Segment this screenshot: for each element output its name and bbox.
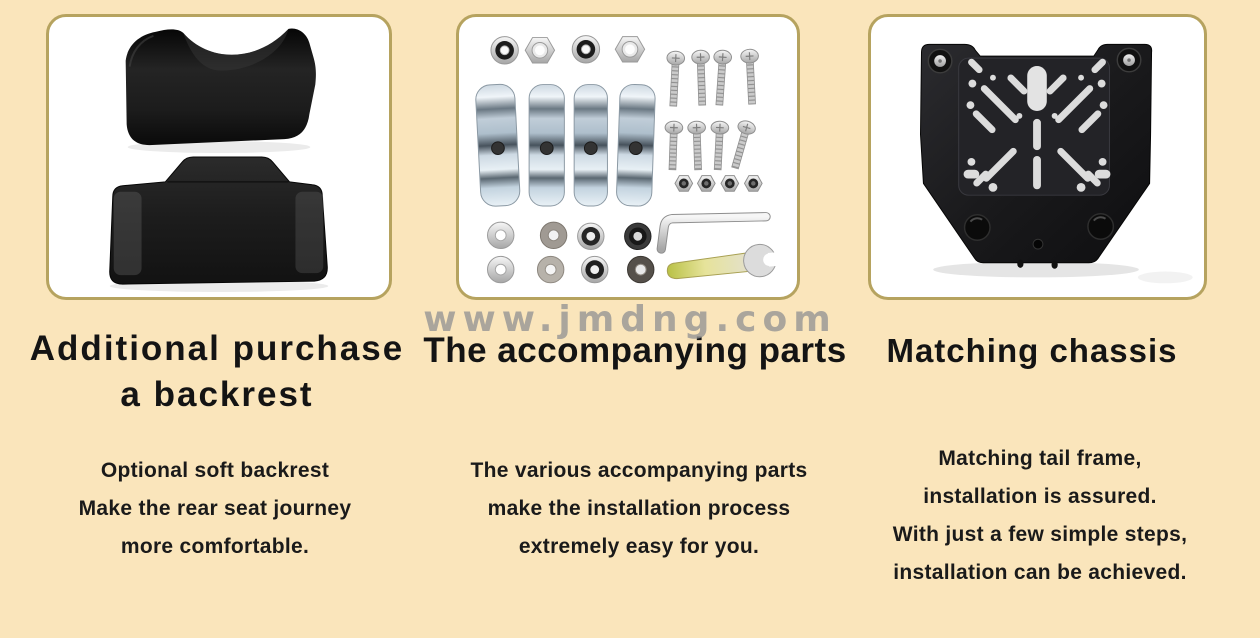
description-line: make the installation process xyxy=(487,497,791,520)
section-title-chassis xyxy=(857,328,1207,374)
section-description-chassis xyxy=(855,440,1225,592)
description-line: extremely easy for you. xyxy=(518,535,760,558)
description-line: The various accompanying parts xyxy=(470,459,808,482)
section-description-backrest xyxy=(15,452,415,566)
description-line: Matching tail frame, xyxy=(938,447,1142,470)
description-line: Make the rear seat journey xyxy=(78,497,352,520)
chassis-photo-card xyxy=(868,14,1207,300)
watermark: www.jmdng.com xyxy=(423,299,837,340)
title-line: The accompanying parts xyxy=(423,331,847,370)
description-line: With just a few simple steps, xyxy=(892,523,1188,546)
description-line: Optional soft backrest xyxy=(100,459,330,482)
hardware-kit-photo xyxy=(459,17,797,297)
title-line: a backrest xyxy=(120,375,314,414)
section-title-backrest xyxy=(7,326,427,418)
title-line: Additional purchase xyxy=(29,329,405,368)
description-line: installation can be achieved. xyxy=(893,561,1187,584)
backrest-cushions-photo xyxy=(49,17,389,297)
chassis-plate-photo xyxy=(871,17,1204,297)
section-description-parts xyxy=(439,452,839,566)
title-line: Matching chassis xyxy=(886,332,1178,369)
parts-photo-card xyxy=(456,14,800,300)
description-line: installation is assured. xyxy=(923,485,1157,508)
backrest-photo-card xyxy=(46,14,392,300)
description-line: more comfortable. xyxy=(120,535,310,558)
